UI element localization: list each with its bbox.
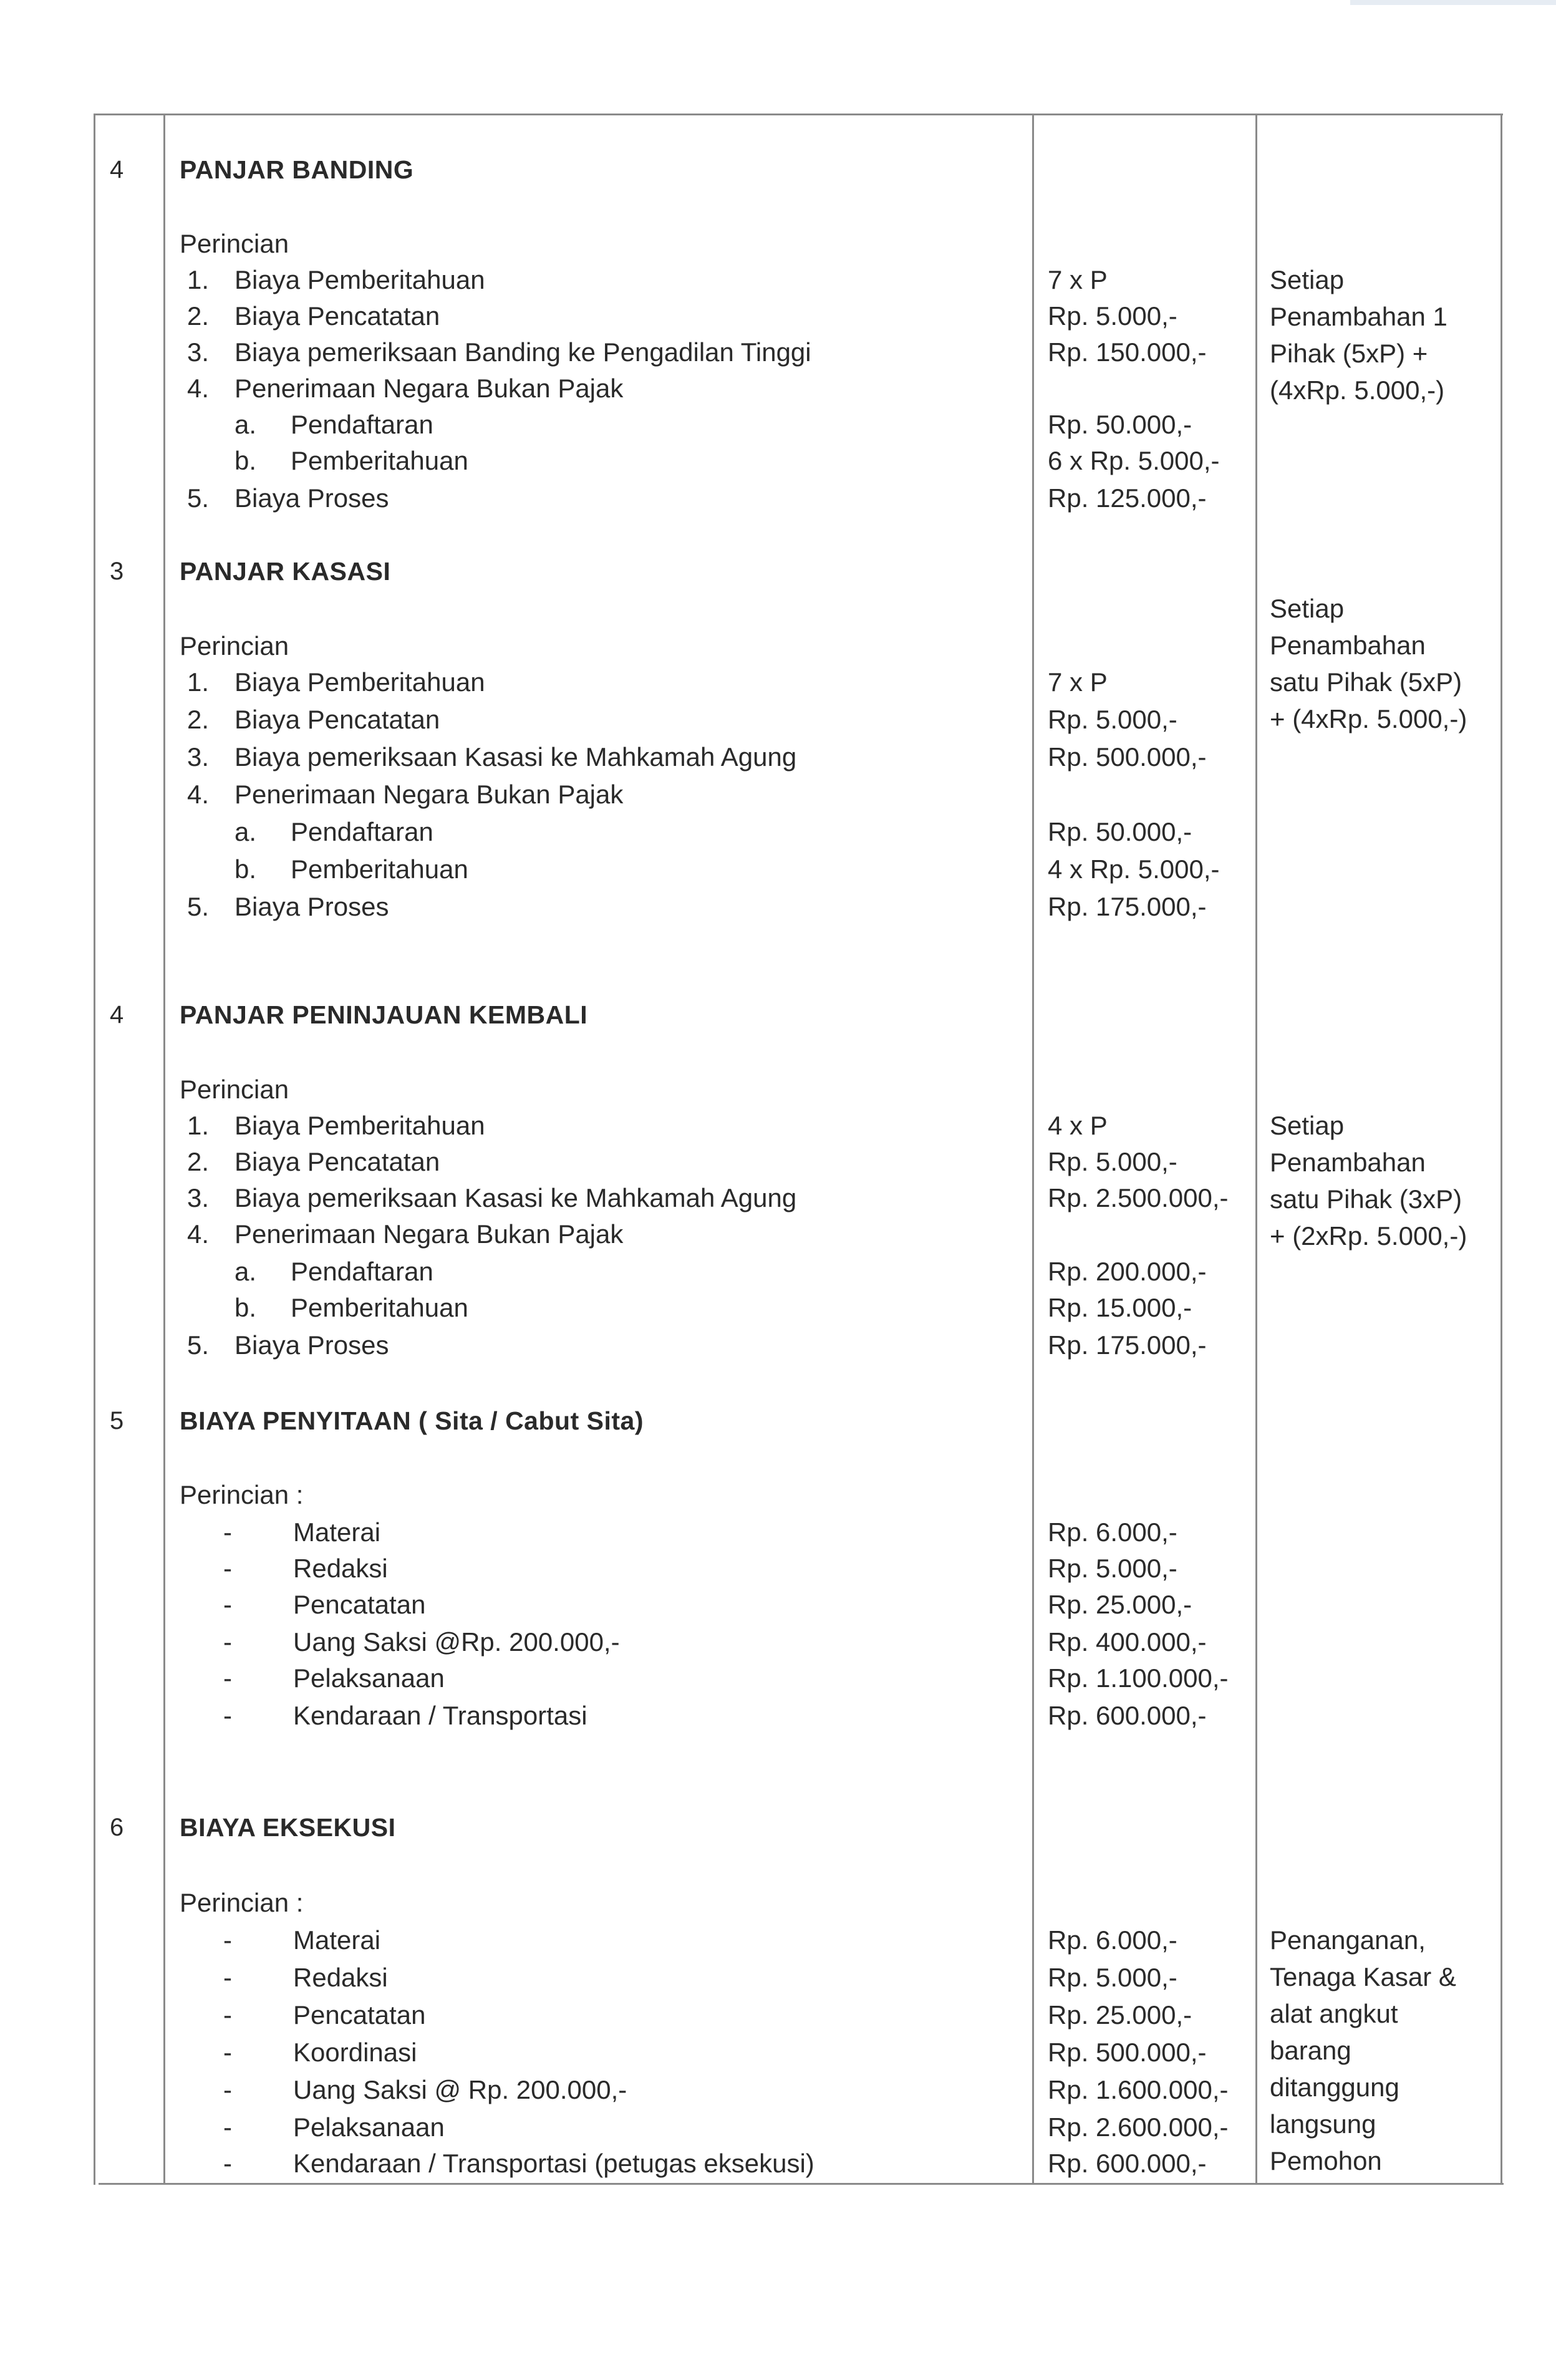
note-line: Setiap — [1270, 594, 1345, 623]
table-right-border — [1500, 114, 1502, 2185]
row-number: 6 — [110, 1814, 124, 1841]
cost-item: Biaya Pencatatan — [234, 301, 440, 331]
cost-amount: Rp. 5.000,- — [1048, 301, 1177, 331]
note-line: langsung — [1270, 2109, 1376, 2139]
list-bullet: - — [223, 1925, 232, 1955]
cost-item: Biaya pemeriksaan Kasasi ke Mahkamah Agung — [234, 1183, 797, 1212]
cost-amount: Rp. 6.000,- — [1048, 1517, 1177, 1547]
cost-item: Penerimaan Negara Bukan Pajak — [234, 780, 624, 809]
cost-item: Pendaftaran — [291, 817, 433, 846]
cost-amount: Rp. 600.000,- — [1048, 2149, 1207, 2178]
list-marker: 2. — [187, 1147, 210, 1176]
cost-amount: 7 x P — [1048, 667, 1108, 697]
list-bullet: - — [223, 2000, 232, 2029]
note-line: Penambahan — [1270, 1148, 1426, 1177]
cost-amount: Rp. 150.000,- — [1048, 337, 1207, 367]
cost-amount: Rp. 175.000,- — [1048, 1330, 1207, 1360]
cost-item: Pelaksanaan — [293, 1663, 445, 1693]
note-line: Pihak (5xP) + — [1270, 339, 1428, 368]
cost-amount: Rp. 400.000,- — [1048, 1627, 1207, 1657]
note-line: barang — [1270, 2036, 1351, 2065]
list-bullet: - — [223, 2112, 232, 2142]
list-bullet: - — [223, 2038, 232, 2067]
section-intro: Perincian : — [180, 1888, 304, 1917]
cost-item: Pencatatan — [293, 1590, 426, 1619]
cost-item: Biaya pemeriksaan Kasasi ke Mahkamah Agung — [234, 742, 797, 772]
list-marker: 3. — [187, 742, 210, 772]
list-bullet: - — [223, 1627, 232, 1657]
cost-amount: Rp. 175.000,- — [1048, 892, 1207, 921]
section-title: PANJAR PENINJAUAN KEMBALI — [180, 1000, 588, 1029]
cost-amount: 6 x Rp. 5.000,- — [1048, 446, 1220, 475]
list-bullet: - — [223, 1554, 232, 1583]
cost-item: Koordinasi — [293, 2038, 417, 2067]
list-bullet: - — [223, 1663, 232, 1693]
list-marker: 1. — [187, 1111, 210, 1140]
column-divider-amount — [1032, 114, 1034, 2185]
note-line: Setiap — [1270, 265, 1345, 294]
row-number: 5 — [110, 1407, 124, 1434]
cost-amount: Rp. 2.500.000,- — [1048, 1183, 1229, 1212]
list-marker: 2. — [187, 301, 210, 331]
list-marker: b. — [234, 854, 257, 884]
table-top-border — [94, 114, 1503, 115]
list-marker: 1. — [187, 265, 210, 294]
cost-amount: Rp. 2.600.000,- — [1048, 2112, 1229, 2142]
cost-amount: Rp. 25.000,- — [1048, 1590, 1192, 1619]
column-divider-number — [163, 114, 165, 2185]
cost-item: Uang Saksi @Rp. 200.000,- — [293, 1627, 620, 1657]
list-marker: 4. — [187, 374, 210, 403]
cost-item: Pemberitahuan — [291, 1293, 468, 1322]
section-intro: Perincian : — [180, 1480, 304, 1509]
cost-item: Biaya pemeriksaan Banding ke Pengadilan Tinggi — [234, 337, 811, 367]
table-left-border — [94, 114, 95, 2185]
cost-item: Kendaraan / Transportasi — [293, 1701, 587, 1730]
cost-item: Pelaksanaan — [293, 2112, 445, 2142]
cost-amount: Rp. 50.000,- — [1048, 817, 1192, 846]
row-number: 4 — [110, 1001, 124, 1028]
cost-item: Redaksi — [293, 1963, 388, 1992]
cost-amount: Rp. 1.600.000,- — [1048, 2075, 1229, 2104]
list-marker: 3. — [187, 1183, 210, 1212]
note-line: Penambahan — [1270, 631, 1426, 660]
cost-item: Biaya Proses — [234, 483, 389, 513]
section-title: BIAYA PENYITAAN ( Sita / Cabut Sita) — [180, 1406, 644, 1435]
list-bullet: - — [223, 1963, 232, 1992]
section-intro: Perincian — [180, 631, 289, 660]
list-marker: 4. — [187, 1219, 210, 1249]
cost-item: Biaya Pencatatan — [234, 1147, 440, 1176]
cost-item: Pendaftaran — [291, 1257, 433, 1286]
cost-amount: Rp. 25.000,- — [1048, 2000, 1192, 2029]
cost-item: Pemberitahuan — [291, 854, 468, 884]
section-title: PANJAR BANDING — [180, 155, 414, 184]
section-intro: Perincian — [180, 1075, 289, 1104]
note-line: (4xRp. 5.000,-) — [1270, 375, 1445, 405]
list-marker: b. — [234, 446, 257, 475]
cost-amount: 4 x P — [1048, 1111, 1108, 1140]
cost-item: Biaya Proses — [234, 1330, 389, 1360]
cost-item: Biaya Pemberitahuan — [234, 1111, 485, 1140]
column-divider-note — [1255, 114, 1257, 2185]
list-marker: a. — [234, 1257, 257, 1286]
cost-amount: Rp. 600.000,- — [1048, 1701, 1207, 1730]
list-marker: 5. — [187, 483, 210, 513]
cost-item: Pemberitahuan — [291, 446, 468, 475]
cost-amount: Rp. 15.000,- — [1048, 1293, 1192, 1322]
note-line: satu Pihak (5xP) — [1270, 667, 1462, 697]
note-line: Tenaga Kasar & — [1270, 1962, 1456, 1991]
list-marker: 3. — [187, 337, 210, 367]
note-line: Pemohon — [1270, 2146, 1382, 2175]
cost-item: Biaya Pemberitahuan — [234, 667, 485, 697]
cost-item: Kendaraan / Transportasi (petugas eksekusi) — [293, 2149, 814, 2178]
note-line: satu Pihak (3xP) — [1270, 1184, 1462, 1214]
cost-item: Uang Saksi @ Rp. 200.000,- — [293, 2075, 627, 2104]
note-line: + (4xRp. 5.000,-) — [1270, 704, 1467, 733]
list-marker: 4. — [187, 780, 210, 809]
list-marker: 1. — [187, 667, 210, 697]
cost-item: Biaya Pemberitahuan — [234, 265, 485, 294]
cost-amount: 4 x Rp. 5.000,- — [1048, 854, 1220, 884]
cost-amount: Rp. 5.000,- — [1048, 705, 1177, 734]
cost-item: Biaya Proses — [234, 892, 389, 921]
list-bullet: - — [223, 1590, 232, 1619]
cost-item: Penerimaan Negara Bukan Pajak — [234, 374, 624, 403]
cost-item: Pencatatan — [293, 2000, 426, 2029]
cost-item: Pendaftaran — [291, 410, 433, 439]
section-title: BIAYA EKSEKUSI — [180, 1813, 396, 1842]
cost-item: Penerimaan Negara Bukan Pajak — [234, 1219, 624, 1249]
section-intro: Perincian — [180, 229, 289, 258]
cost-amount: Rp. 500.000,- — [1048, 2038, 1207, 2067]
cost-amount: Rp. 5.000,- — [1048, 1963, 1177, 1992]
list-bullet: - — [223, 1517, 232, 1547]
cost-amount: Rp. 6.000,- — [1048, 1925, 1177, 1955]
list-marker: 5. — [187, 1330, 210, 1360]
cost-amount: Rp. 500.000,- — [1048, 742, 1207, 772]
cost-item: Materai — [293, 1517, 381, 1547]
list-marker: a. — [234, 817, 257, 846]
cost-amount: Rp. 125.000,- — [1048, 483, 1207, 513]
section-title: PANJAR KASASI — [180, 557, 391, 586]
note-line: Setiap — [1270, 1111, 1345, 1140]
cost-amount: Rp. 1.100.000,- — [1048, 1663, 1229, 1693]
list-bullet: - — [223, 2075, 232, 2104]
note-line: Penanganan, — [1270, 1925, 1426, 1955]
table-bottom-border — [99, 2183, 1504, 2185]
scan-edge-mark — [1350, 0, 1556, 5]
note-line: + (2xRp. 5.000,-) — [1270, 1221, 1467, 1250]
list-bullet: - — [223, 2149, 232, 2178]
cost-item: Redaksi — [293, 1554, 388, 1583]
list-marker: a. — [234, 410, 257, 439]
cost-item: Materai — [293, 1925, 381, 1955]
list-marker: b. — [234, 1293, 257, 1322]
cost-amount: Rp. 50.000,- — [1048, 410, 1192, 439]
cost-amount: Rp. 5.000,- — [1048, 1147, 1177, 1176]
cost-amount: Rp. 5.000,- — [1048, 1554, 1177, 1583]
list-marker: 2. — [187, 705, 210, 734]
note-line: Penambahan 1 — [1270, 302, 1447, 331]
row-number: 3 — [110, 558, 124, 585]
cost-amount: 7 x P — [1048, 265, 1108, 294]
cost-item: Biaya Pencatatan — [234, 705, 440, 734]
note-line: alat angkut — [1270, 1999, 1398, 2028]
cost-amount: Rp. 200.000,- — [1048, 1257, 1207, 1286]
list-marker: 5. — [187, 892, 210, 921]
list-bullet: - — [223, 1701, 232, 1730]
note-line: ditanggung — [1270, 2073, 1399, 2102]
row-number: 4 — [110, 156, 124, 183]
